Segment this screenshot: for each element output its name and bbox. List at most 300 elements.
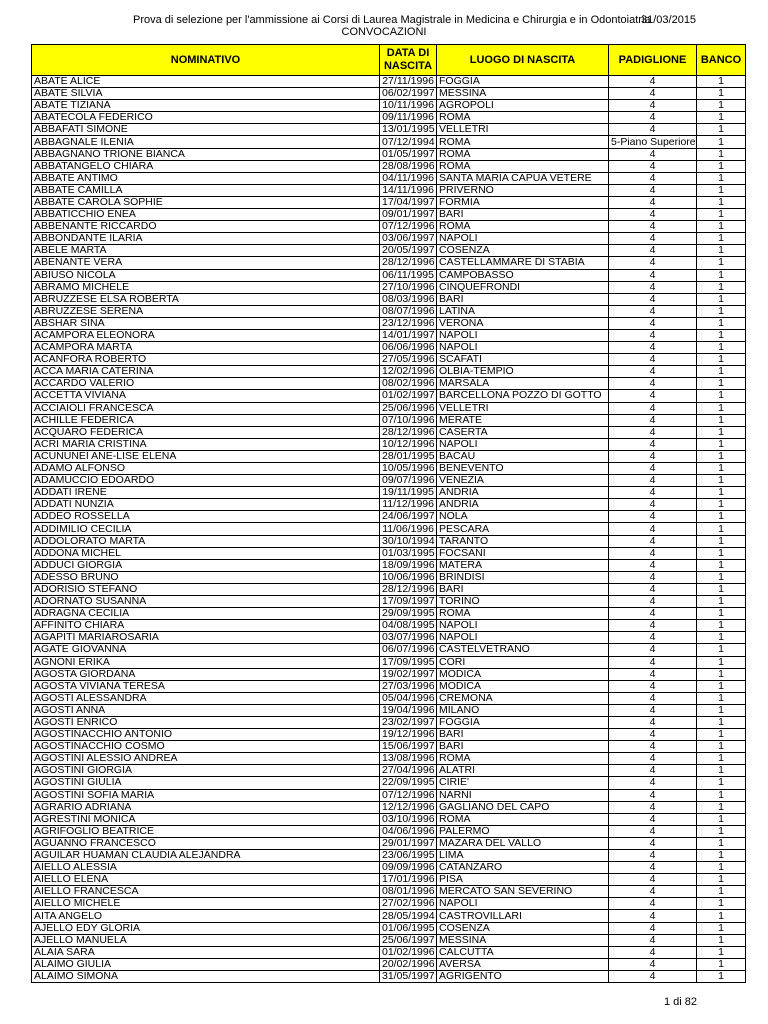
cell-banco: 1 (697, 813, 746, 825)
cell-data-di-nascita: 20/02/1996 (380, 958, 437, 970)
cell-nominativo: ALAIA SARA (32, 946, 380, 958)
cell-data-di-nascita: 15/06/1997 (380, 741, 437, 753)
cell-nominativo: AGOSTA VIVIANA TERESA (32, 680, 380, 692)
table-row (32, 862, 746, 874)
cell-banco: 1 (697, 414, 746, 426)
cell-nominativo: AIELLO MICHELE (32, 898, 380, 910)
cell-luogo-di-nascita: CASERTA (437, 426, 609, 438)
cell-padiglione: 4 (609, 608, 697, 620)
table-row (32, 716, 746, 728)
table-row (32, 196, 746, 208)
cell-data-di-nascita: 01/06/1995 (380, 922, 437, 934)
cell-banco: 1 (697, 583, 746, 595)
cell-luogo-di-nascita: PESCARA (437, 523, 609, 535)
cell-banco: 1 (697, 596, 746, 608)
cell-padiglione: 4 (609, 438, 697, 450)
table-row (32, 499, 746, 511)
cell-luogo-di-nascita: PRIVERNO (437, 184, 609, 196)
table-row (32, 801, 746, 813)
cell-banco: 1 (697, 958, 746, 970)
cell-nominativo: AGATE GIOVANNA (32, 644, 380, 656)
cell-nominativo: ACAMPORA ELEONORA (32, 329, 380, 341)
cell-banco: 1 (697, 656, 746, 668)
cell-nominativo: AGOSTI ENRICO (32, 716, 380, 728)
cell-data-di-nascita: 28/12/1996 (380, 583, 437, 595)
cell-luogo-di-nascita: BENEVENTO (437, 463, 609, 475)
cell-nominativo: ABBATE CAROLA SOPHIE (32, 196, 380, 208)
cell-data-di-nascita: 07/12/1996 (380, 221, 437, 233)
cell-luogo-di-nascita: LIMA (437, 850, 609, 862)
cell-nominativo: AGOSTA GIORDANA (32, 668, 380, 680)
cell-padiglione: 4 (609, 293, 697, 305)
table-row (32, 511, 746, 523)
cell-padiglione: 4 (609, 112, 697, 124)
table-row (32, 209, 746, 221)
cell-data-di-nascita: 27/04/1996 (380, 765, 437, 777)
cell-nominativo: ABENANTE VERA (32, 257, 380, 269)
cell-luogo-di-nascita: ROMA (437, 136, 609, 148)
cell-data-di-nascita: 30/10/1994 (380, 535, 437, 547)
table-row (32, 608, 746, 620)
page-number: 1 di 82 (664, 996, 698, 1008)
cell-banco: 1 (697, 535, 746, 547)
cell-nominativo: ABATE ALICE (32, 76, 380, 88)
cell-padiglione: 4 (609, 716, 697, 728)
cell-luogo-di-nascita: BACAU (437, 450, 609, 462)
cell-banco: 1 (697, 922, 746, 934)
cell-banco: 1 (697, 124, 746, 136)
cell-data-di-nascita: 10/06/1996 (380, 571, 437, 583)
cell-luogo-di-nascita: CREMONA (437, 692, 609, 704)
cell-data-di-nascita: 09/11/1996 (380, 112, 437, 124)
cell-data-di-nascita: 03/06/1997 (380, 233, 437, 245)
table-row (32, 160, 746, 172)
cell-data-di-nascita: 03/07/1996 (380, 632, 437, 644)
cell-nominativo: AJELLO EDY GLORIA (32, 922, 380, 934)
cell-nominativo: AITA ANGELO (32, 910, 380, 922)
table-row (32, 535, 746, 547)
cell-padiglione: 4 (609, 281, 697, 293)
cell-nominativo: ACHILLE FEDERICA (32, 414, 380, 426)
cell-padiglione: 4 (609, 898, 697, 910)
cell-luogo-di-nascita: AVERSA (437, 958, 609, 970)
cell-luogo-di-nascita: MESSINA (437, 934, 609, 946)
cell-banco: 1 (697, 874, 746, 886)
cell-data-di-nascita: 12/12/1996 (380, 801, 437, 813)
cell-nominativo: ADAMUCCIO EDOARDO (32, 475, 380, 487)
cell-padiglione: 4 (609, 342, 697, 354)
cell-data-di-nascita: 06/07/1996 (380, 644, 437, 656)
cell-padiglione: 4 (609, 862, 697, 874)
cell-luogo-di-nascita: VELLETRI (437, 124, 609, 136)
cell-padiglione: 4 (609, 644, 697, 656)
cell-banco: 1 (697, 499, 746, 511)
cell-data-di-nascita: 01/02/1996 (380, 946, 437, 958)
table-row (32, 813, 746, 825)
table-row (32, 910, 746, 922)
cell-nominativo: AGOSTINACCHIO ANTONIO (32, 729, 380, 741)
cell-banco: 1 (697, 221, 746, 233)
cell-nominativo: ABRAMO MICHELE (32, 281, 380, 293)
table-row (32, 620, 746, 632)
column-header-luogo-di-nascita: LUOGO DI NASCITA (437, 45, 609, 76)
cell-padiglione: 4 (609, 656, 697, 668)
cell-nominativo: ABBENANTE RICCARDO (32, 221, 380, 233)
cell-luogo-di-nascita: MILANO (437, 704, 609, 716)
cell-data-di-nascita: 09/09/1996 (380, 862, 437, 874)
cell-nominativo: AGUANNO FRANCESCO (32, 837, 380, 849)
table-row (32, 970, 746, 982)
cell-banco: 1 (697, 88, 746, 100)
cell-banco: 1 (697, 632, 746, 644)
cell-data-di-nascita: 06/11/1995 (380, 269, 437, 281)
table-row (32, 390, 746, 402)
cell-padiglione: 4 (609, 874, 697, 886)
cell-banco: 1 (697, 571, 746, 583)
table-body (32, 76, 746, 983)
cell-luogo-di-nascita: BRINDISI (437, 571, 609, 583)
cell-banco: 1 (697, 100, 746, 112)
cell-banco: 1 (697, 511, 746, 523)
table-row (32, 100, 746, 112)
cell-banco: 1 (697, 777, 746, 789)
cell-data-di-nascita: 10/12/1996 (380, 438, 437, 450)
cell-nominativo: AGAPITI MARIAROSARIA (32, 632, 380, 644)
table-row (32, 825, 746, 837)
cell-nominativo: ABRUZZESE SERENA (32, 305, 380, 317)
table-row (32, 571, 746, 583)
table-row (32, 523, 746, 535)
cell-padiglione: 4 (609, 100, 697, 112)
cell-data-di-nascita: 17/01/1996 (380, 874, 437, 886)
cell-nominativo: ABATECOLA FEDERICO (32, 112, 380, 124)
cell-luogo-di-nascita: NAPOLI (437, 632, 609, 644)
cell-padiglione: 4 (609, 583, 697, 595)
cell-padiglione: 4 (609, 172, 697, 184)
cell-banco: 1 (697, 680, 746, 692)
cell-data-di-nascita: 23/02/1997 (380, 716, 437, 728)
cell-banco: 1 (697, 934, 746, 946)
cell-luogo-di-nascita: MODICA (437, 668, 609, 680)
cell-luogo-di-nascita: CALCUTTA (437, 946, 609, 958)
table-row (32, 172, 746, 184)
table-row (32, 547, 746, 559)
cell-luogo-di-nascita: CASTELVETRANO (437, 644, 609, 656)
cell-nominativo: ABBAGNALE ILENIA (32, 136, 380, 148)
cell-luogo-di-nascita: FOCSANI (437, 547, 609, 559)
cell-nominativo: ACAMPORA MARTA (32, 342, 380, 354)
cell-padiglione: 4 (609, 317, 697, 329)
cell-nominativo: AGUILAR HUAMAN CLAUDIA ALEJANDRA (32, 850, 380, 862)
cell-nominativo: AFFINITO CHIARA (32, 620, 380, 632)
table-row (32, 789, 746, 801)
table-row (32, 245, 746, 257)
table-row (32, 76, 746, 88)
cell-padiglione: 4 (609, 922, 697, 934)
cell-data-di-nascita: 09/07/1996 (380, 475, 437, 487)
cell-luogo-di-nascita: NAPOLI (437, 620, 609, 632)
cell-nominativo: ACCARDO VALERIO (32, 378, 380, 390)
cell-padiglione: 4 (609, 632, 697, 644)
cell-nominativo: ABBATE CAMILLA (32, 184, 380, 196)
cell-padiglione: 4 (609, 499, 697, 511)
cell-data-di-nascita: 01/03/1995 (380, 547, 437, 559)
table-row (32, 354, 746, 366)
cell-padiglione: 4 (609, 825, 697, 837)
cell-padiglione: 4 (609, 475, 697, 487)
cell-luogo-di-nascita: TARANTO (437, 535, 609, 547)
table-row (32, 426, 746, 438)
cell-banco: 1 (697, 620, 746, 632)
table-row (32, 221, 746, 233)
cell-luogo-di-nascita: AGROPOLI (437, 100, 609, 112)
table-row (32, 644, 746, 656)
cell-banco: 1 (697, 523, 746, 535)
cell-data-di-nascita: 31/05/1997 (380, 970, 437, 982)
cell-padiglione: 4 (609, 668, 697, 680)
table-row (32, 680, 746, 692)
cell-luogo-di-nascita: MAZARA DEL VALLO (437, 837, 609, 849)
cell-padiglione: 4 (609, 523, 697, 535)
table-row (32, 450, 746, 462)
cell-nominativo: ACCIAIOLI FRANCESCA (32, 402, 380, 414)
table-row (32, 329, 746, 341)
cell-luogo-di-nascita: CIRIE' (437, 777, 609, 789)
table-row (32, 632, 746, 644)
cell-luogo-di-nascita: ROMA (437, 813, 609, 825)
table-row (32, 317, 746, 329)
cell-luogo-di-nascita: FORMIA (437, 196, 609, 208)
cell-nominativo: ABBATE ANTIMO (32, 172, 380, 184)
table-row (32, 934, 746, 946)
table-row (32, 850, 746, 862)
table-row (32, 88, 746, 100)
cell-luogo-di-nascita: NAPOLI (437, 329, 609, 341)
table-row (32, 583, 746, 595)
cell-nominativo: ALAIMO SIMONA (32, 970, 380, 982)
cell-banco: 1 (697, 281, 746, 293)
cell-banco: 1 (697, 426, 746, 438)
cell-banco: 1 (697, 765, 746, 777)
cell-banco: 1 (697, 559, 746, 571)
table-row (32, 281, 746, 293)
cell-nominativo: ADDATI IRENE (32, 487, 380, 499)
table-row (32, 184, 746, 196)
cell-nominativo: ABBAGNANO TRIONE BIANCA (32, 148, 380, 160)
cell-data-di-nascita: 19/11/1995 (380, 487, 437, 499)
cell-luogo-di-nascita: BARI (437, 729, 609, 741)
cell-padiglione: 4 (609, 571, 697, 583)
cell-nominativo: ABBONDANTE ILARIA (32, 233, 380, 245)
cell-luogo-di-nascita: NAPOLI (437, 898, 609, 910)
cell-data-di-nascita: 28/01/1995 (380, 450, 437, 462)
cell-data-di-nascita: 08/07/1996 (380, 305, 437, 317)
cell-nominativo: ABSHAR SINA (32, 317, 380, 329)
table-row (32, 414, 746, 426)
cell-padiglione: 4 (609, 559, 697, 571)
cell-luogo-di-nascita: BARI (437, 741, 609, 753)
cell-nominativo: ABBAFATI SIMONE (32, 124, 380, 136)
cell-nominativo: ADORNATO SUSANNA (32, 596, 380, 608)
column-header-banco: BANCO (697, 45, 746, 76)
cell-data-di-nascita: 10/11/1996 (380, 100, 437, 112)
cell-padiglione: 4 (609, 753, 697, 765)
cell-luogo-di-nascita: SCAFATI (437, 354, 609, 366)
cell-padiglione: 4 (609, 958, 697, 970)
cell-banco: 1 (697, 160, 746, 172)
table-row (32, 402, 746, 414)
cell-data-di-nascita: 23/06/1995 (380, 850, 437, 862)
cell-banco: 1 (697, 354, 746, 366)
cell-data-di-nascita: 25/06/1997 (380, 934, 437, 946)
cell-banco: 1 (697, 172, 746, 184)
cell-nominativo: ACRI MARIA CRISTINA (32, 438, 380, 450)
cell-padiglione: 4 (609, 426, 697, 438)
cell-luogo-di-nascita: BARI (437, 209, 609, 221)
cell-banco: 1 (697, 233, 746, 245)
cell-luogo-di-nascita: FOGGIA (437, 716, 609, 728)
table-row (32, 112, 746, 124)
cell-nominativo: ADDOLORATO MARTA (32, 535, 380, 547)
cell-luogo-di-nascita: VELLETRI (437, 402, 609, 414)
cell-banco: 1 (697, 475, 746, 487)
table-row (32, 366, 746, 378)
table-row (32, 342, 746, 354)
cell-padiglione: 4 (609, 596, 697, 608)
cell-padiglione: 4 (609, 511, 697, 523)
cell-luogo-di-nascita: NARNI (437, 789, 609, 801)
cell-data-di-nascita: 06/02/1997 (380, 88, 437, 100)
cell-padiglione: 4 (609, 970, 697, 982)
cell-luogo-di-nascita: ANDRIA (437, 487, 609, 499)
cell-padiglione: 4 (609, 886, 697, 898)
cell-data-di-nascita: 23/12/1996 (380, 317, 437, 329)
cell-banco: 1 (697, 608, 746, 620)
cell-data-di-nascita: 08/01/1996 (380, 886, 437, 898)
cell-banco: 1 (697, 438, 746, 450)
table-row (32, 463, 746, 475)
cell-luogo-di-nascita: VERONA (437, 317, 609, 329)
table-row (32, 378, 746, 390)
cell-luogo-di-nascita: AGRIGENTO (437, 970, 609, 982)
document-title: Prova di selezione per l'ammissione ai Corsi di Laurea Magistrale in Medicina e Chirurgia e in Odontoiatria (133, 14, 651, 26)
cell-data-di-nascita: 28/05/1994 (380, 910, 437, 922)
cell-data-di-nascita: 17/09/1997 (380, 596, 437, 608)
cell-banco: 1 (697, 257, 746, 269)
cell-padiglione: 4 (609, 692, 697, 704)
cell-nominativo: AIELLO ALESSIA (32, 862, 380, 874)
cell-banco: 1 (697, 76, 746, 88)
cell-padiglione: 4 (609, 704, 697, 716)
cell-padiglione: 4 (609, 620, 697, 632)
cell-luogo-di-nascita: MARSALA (437, 378, 609, 390)
cell-padiglione: 4 (609, 487, 697, 499)
cell-luogo-di-nascita: ROMA (437, 160, 609, 172)
cell-padiglione: 4 (609, 910, 697, 922)
cell-luogo-di-nascita: CINQUEFRONDI (437, 281, 609, 293)
table-row (32, 898, 746, 910)
table-row (32, 257, 746, 269)
cell-data-di-nascita: 27/03/1996 (380, 680, 437, 692)
cell-padiglione: 4 (609, 354, 697, 366)
table-row (32, 777, 746, 789)
table-row (32, 596, 746, 608)
cell-data-di-nascita: 14/01/1997 (380, 329, 437, 341)
cell-data-di-nascita: 03/10/1996 (380, 813, 437, 825)
cell-padiglione: 4 (609, 378, 697, 390)
cell-nominativo: AJELLO MANUELA (32, 934, 380, 946)
cell-nominativo: ACCA MARIA CATERINA (32, 366, 380, 378)
cell-nominativo: ADAMO ALFONSO (32, 463, 380, 475)
cell-padiglione: 4 (609, 209, 697, 221)
cell-padiglione: 4 (609, 148, 697, 160)
cell-luogo-di-nascita: PALERMO (437, 825, 609, 837)
cell-luogo-di-nascita: LATINA (437, 305, 609, 317)
cell-luogo-di-nascita: PISA (437, 874, 609, 886)
cell-padiglione: 4 (609, 402, 697, 414)
cell-banco: 1 (697, 269, 746, 281)
cell-padiglione: 4 (609, 801, 697, 813)
cell-nominativo: AGRIFOGLIO BEATRICE (32, 825, 380, 837)
cell-luogo-di-nascita: BARI (437, 293, 609, 305)
cell-banco: 1 (697, 342, 746, 354)
cell-luogo-di-nascita: BARCELLONA POZZO DI GOTTO (437, 390, 609, 402)
table-row (32, 765, 746, 777)
cell-padiglione: 4 (609, 463, 697, 475)
cell-data-di-nascita: 01/05/1997 (380, 148, 437, 160)
cell-nominativo: AGOSTI ANNA (32, 704, 380, 716)
cell-padiglione: 4 (609, 547, 697, 559)
cell-banco: 1 (697, 898, 746, 910)
cell-nominativo: AIELLO FRANCESCA (32, 886, 380, 898)
cell-nominativo: ADRAGNA CECILIA (32, 608, 380, 620)
cell-banco: 1 (697, 112, 746, 124)
cell-nominativo: AGOSTINI SOFIA MARIA (32, 789, 380, 801)
table-row (32, 837, 746, 849)
cell-padiglione: 4 (609, 366, 697, 378)
cell-data-di-nascita: 18/09/1996 (380, 559, 437, 571)
cell-padiglione: 4 (609, 837, 697, 849)
cell-nominativo: AGOSTI ALESSANDRA (32, 692, 380, 704)
table-row (32, 293, 746, 305)
cell-luogo-di-nascita: OLBIA-TEMPIO (437, 366, 609, 378)
cell-luogo-di-nascita: NOLA (437, 511, 609, 523)
cell-data-di-nascita: 13/01/1995 (380, 124, 437, 136)
cell-banco: 1 (697, 886, 746, 898)
cell-padiglione: 4 (609, 221, 697, 233)
cell-banco: 1 (697, 837, 746, 849)
cell-luogo-di-nascita: MERCATO SAN SEVERINO (437, 886, 609, 898)
table-row (32, 886, 746, 898)
document-date: 31/03/2015 (641, 14, 697, 26)
cell-padiglione: 4 (609, 257, 697, 269)
cell-padiglione: 4 (609, 850, 697, 862)
cell-data-di-nascita: 19/04/1996 (380, 704, 437, 716)
table-row (32, 269, 746, 281)
cell-data-di-nascita: 29/01/1997 (380, 837, 437, 849)
cell-banco: 1 (697, 741, 746, 753)
cell-banco: 1 (697, 729, 746, 741)
table-header (32, 45, 746, 76)
cell-luogo-di-nascita: ROMA (437, 112, 609, 124)
cell-nominativo: ABRUZZESE ELSA ROBERTA (32, 293, 380, 305)
cell-luogo-di-nascita: MESSINA (437, 88, 609, 100)
table-row (32, 922, 746, 934)
cell-nominativo: AIELLO ELENA (32, 874, 380, 886)
cell-data-di-nascita: 04/11/1996 (380, 172, 437, 184)
table-row (32, 946, 746, 958)
cell-banco: 1 (697, 305, 746, 317)
